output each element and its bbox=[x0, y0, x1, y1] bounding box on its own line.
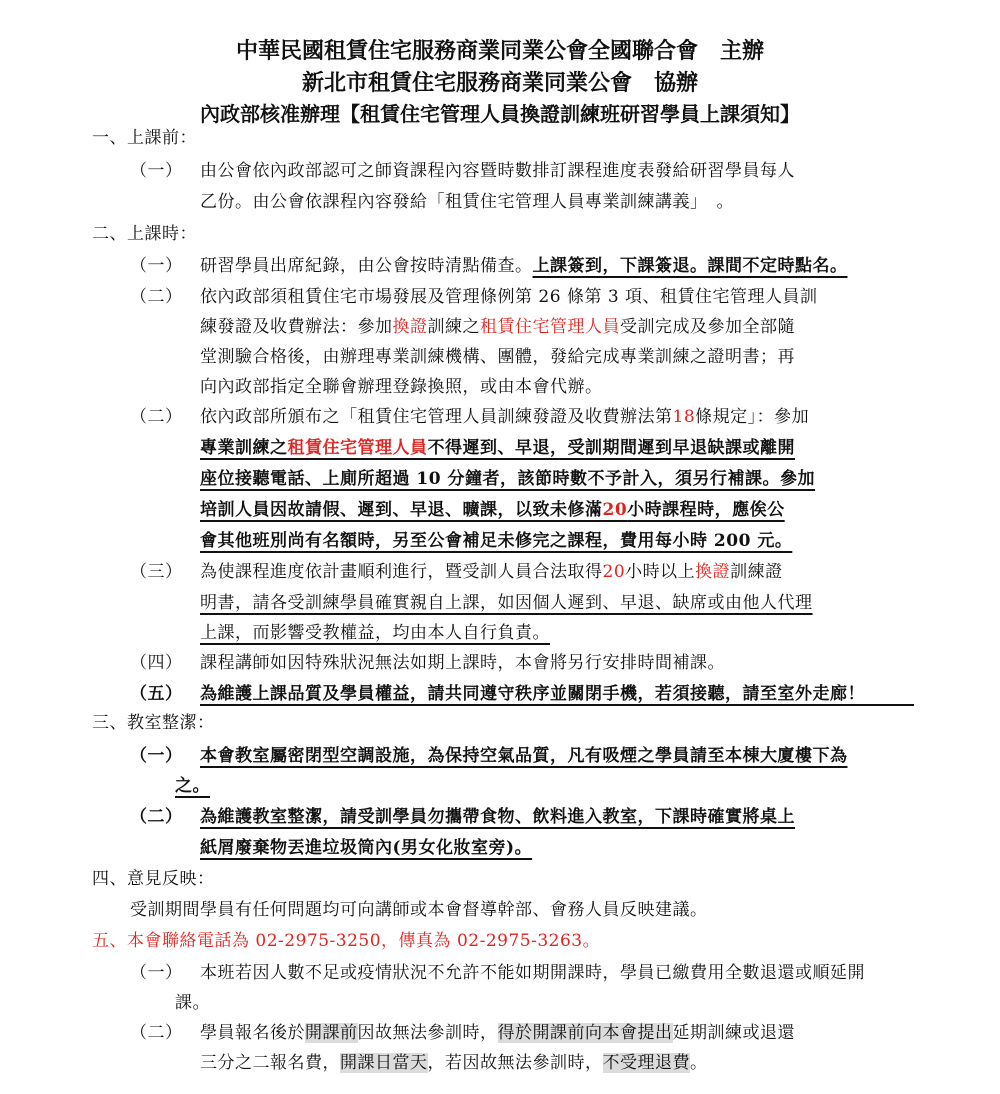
s2-item4-l3-text: 上課，而影響受教權益，均由本人自行負責。 bbox=[200, 623, 550, 643]
s2-item3-manager-term: 租賃住宅管理人員 bbox=[287, 438, 428, 458]
s2-item3-l1-text-a: 依內政部所頒布之「租賃住宅管理人員訓練發證及收費辦法第 bbox=[200, 407, 673, 427]
s3-item1-line2: 之。 bbox=[175, 776, 210, 796]
s2-item3-hours: 20 bbox=[602, 500, 628, 520]
s5-item2-l1-text-a: 學員報名後於 bbox=[200, 1023, 305, 1043]
s5-item2-highlight-no-refund: 不受理退費 bbox=[602, 1053, 690, 1073]
s4-text: 受訓期間學員有任何問題均可向講師或本會督導幹部、會務人員反映建議。 bbox=[130, 900, 708, 920]
s2-item2-line3: 堂測驗合格後，由辦理專業訓練機構、團體，發給完成專業訓練之證明書；再 bbox=[200, 347, 795, 367]
s5-item2-highlight-before-class: 開課前 bbox=[305, 1023, 358, 1043]
s2-item4-line2 bbox=[200, 592, 813, 614]
s2-item3-line2 bbox=[200, 437, 795, 459]
s5-item2-line1 bbox=[200, 1022, 795, 1044]
s2-item2-manager-term: 租賃住宅管理人員 bbox=[480, 317, 620, 337]
header-title-notice: 內政部核准辦理【租賃住宅管理人員換證訓練班研習學員上課須知】 bbox=[200, 102, 800, 126]
s2-item6-number: （五） bbox=[130, 684, 183, 704]
s1-item1-line1: 由公會依內政部認可之師資課程內容暨時數排訂課程進度表發給研習學員每人 bbox=[200, 161, 795, 181]
s2-item5-number: （四） bbox=[130, 653, 183, 673]
s2-item4-number: （三） bbox=[130, 562, 183, 582]
s1-item1-line2: 乙份。由公會依課程內容發給「租賃住宅管理人員專業訓練講義」 。 bbox=[200, 192, 734, 212]
s2-item4-l1-text-a: 為使課程進度依計畫順利進行，暨受訓人員合法取得 bbox=[200, 562, 603, 582]
s2-item1-line1 bbox=[200, 255, 848, 277]
s2-item4-l1-text-c: 小時以上 bbox=[625, 562, 696, 582]
s5-item2-highlight-class-day: 開課日當天 bbox=[340, 1053, 428, 1073]
section-2-heading: 二、上課時： bbox=[92, 224, 197, 244]
s5-item2-line2 bbox=[200, 1052, 708, 1074]
s1-item1-number: （一） bbox=[130, 161, 183, 181]
s2-item4-l1-text-e: 訓練證 bbox=[730, 562, 783, 582]
s2-item4-hours: 20 bbox=[602, 562, 626, 582]
s3-item2-line2: 紙屑廢棄物丟進垃圾筒內(男女化妝室旁)。 bbox=[200, 838, 533, 858]
s2-item4-l2-text: 明書，請各受訓練學員確實親自上課，如因個人遲到、早退、缺席或由他人代理 bbox=[200, 593, 813, 613]
s2-item1-text: 研習學員出席紀錄，由公會按時清點備查。 bbox=[200, 256, 533, 276]
section-1-heading: 一、上課前： bbox=[92, 128, 197, 148]
s2-item1-number: （一） bbox=[130, 256, 183, 276]
s2-item3-line1 bbox=[200, 406, 809, 428]
s2-item3-l4-text-c: 小時課程時，應俟公 bbox=[627, 500, 785, 520]
s2-item3-line5: 會其他班別尚有名額時，另至公會補足未修完之課程，費用每小時 200 元。 bbox=[200, 531, 793, 551]
s2-item2-line2 bbox=[200, 316, 795, 338]
s2-item2-l2-text-c: 訓練之 bbox=[427, 317, 480, 337]
s5-item2-number: （二） bbox=[130, 1023, 183, 1043]
s2-item6-underline bbox=[200, 704, 914, 706]
s2-item4-renewal-term: 換證 bbox=[695, 562, 731, 582]
s5-item1-line1: 本班若因人數不足或疫情狀況不允許不能如期開課時，學員已繳費用全數退還或順延開 bbox=[200, 963, 865, 983]
s2-item2-renewal-term: 換證 bbox=[392, 317, 428, 337]
s5-item2-l1-text-c: 因故無法參訓時， bbox=[357, 1023, 498, 1043]
s3-item1-line1: 本會教室屬密閉型空調設施，為保持空氣品質，凡有吸煙之學員請至本棟大廈樓下為 bbox=[200, 746, 848, 766]
header-title-co-organizer: 新北市租賃住宅服務商業同業公會 協辦 bbox=[301, 70, 698, 96]
s2-item4-line1 bbox=[200, 561, 783, 583]
s2-item3-number: （二） bbox=[130, 407, 183, 427]
s2-item3-l4-text-a: 培訓人員因故請假、遲到、早退、曠課，以致未修滿 bbox=[200, 500, 603, 520]
s2-item2-line1: 依內政部須租賃住宅市場發展及管理條例第 26 條第 3 項、租賃住宅管理人員訓 bbox=[200, 287, 818, 307]
header-title-organizer: 中華民國租賃住宅服務商業同業公會全國聯合會 主辦 bbox=[235, 38, 764, 64]
s2-item2-l2-text-e: 受訓完成及參加全部隨 bbox=[620, 317, 795, 337]
s3-item2-number: （二） bbox=[130, 807, 183, 827]
section-5-heading-contact: 五、本會聯絡電話為 02-2975-3250，傳真為 02-2975-3263。 bbox=[92, 931, 601, 951]
section-4-heading: 四、意見反映： bbox=[92, 869, 215, 889]
section-3-heading: 三、教室整潔： bbox=[92, 713, 215, 733]
s2-item2-l2-text-a: 練發證及收費辦法：參加 bbox=[200, 317, 393, 337]
s5-item2-l2-text-a: 三分之二報名費， bbox=[200, 1053, 340, 1073]
s5-item1-line2: 課。 bbox=[175, 993, 210, 1013]
s2-item1-attendance-rule: 上課簽到，下課簽退。課間不定時點名。 bbox=[532, 256, 848, 276]
s2-item3-line4 bbox=[200, 499, 785, 521]
s2-item3-l2-text-a: 專業訓練之 bbox=[200, 438, 288, 458]
s3-item1-number: （一） bbox=[130, 746, 183, 766]
s2-item6-text: 為維護上課品質及學員權益，請共同遵守秩序並關閉手機，若須接聽，請至室外走廊！ bbox=[200, 684, 865, 704]
s5-item2-highlight-request: 得於開課前向本會提出 bbox=[497, 1023, 673, 1043]
s3-item2-line1: 為維護教室整潔，請受訓學員勿攜帶食物、飲料進入教室，下課時確實將桌上 bbox=[200, 807, 795, 827]
s2-item2-line4: 向內政部指定全聯會辦理登錄換照，或由本會代辦。 bbox=[200, 377, 603, 397]
s5-item1-number: （一） bbox=[130, 963, 183, 983]
s2-item4-line3 bbox=[200, 622, 550, 644]
s5-item2-l2-text-c: ，若因故無法參訓時， bbox=[427, 1053, 603, 1073]
s2-item5-text: 課程講師如因特殊狀況無法如期上課時，本會將另行安排時間補課。 bbox=[200, 653, 725, 673]
s2-item3-line3: 座位接聽電話、上廁所超過 10 分鐘者，該節時數不予計入，須另行補課。參加 bbox=[200, 469, 815, 489]
s2-item3-l2-text-c: 不得遲到、早退，受訓期間遲到早退缺課或離開 bbox=[427, 438, 795, 458]
s2-item3-l1-text-c: 條規定」：參加 bbox=[695, 407, 810, 427]
s5-item2-l2-text-e: 。 bbox=[690, 1053, 708, 1073]
s2-item3-article-number: 18 bbox=[672, 407, 696, 427]
s2-item2-number: （二） bbox=[130, 287, 183, 307]
s5-item2-l1-text-e: 延期訓練或退還 bbox=[672, 1023, 795, 1043]
